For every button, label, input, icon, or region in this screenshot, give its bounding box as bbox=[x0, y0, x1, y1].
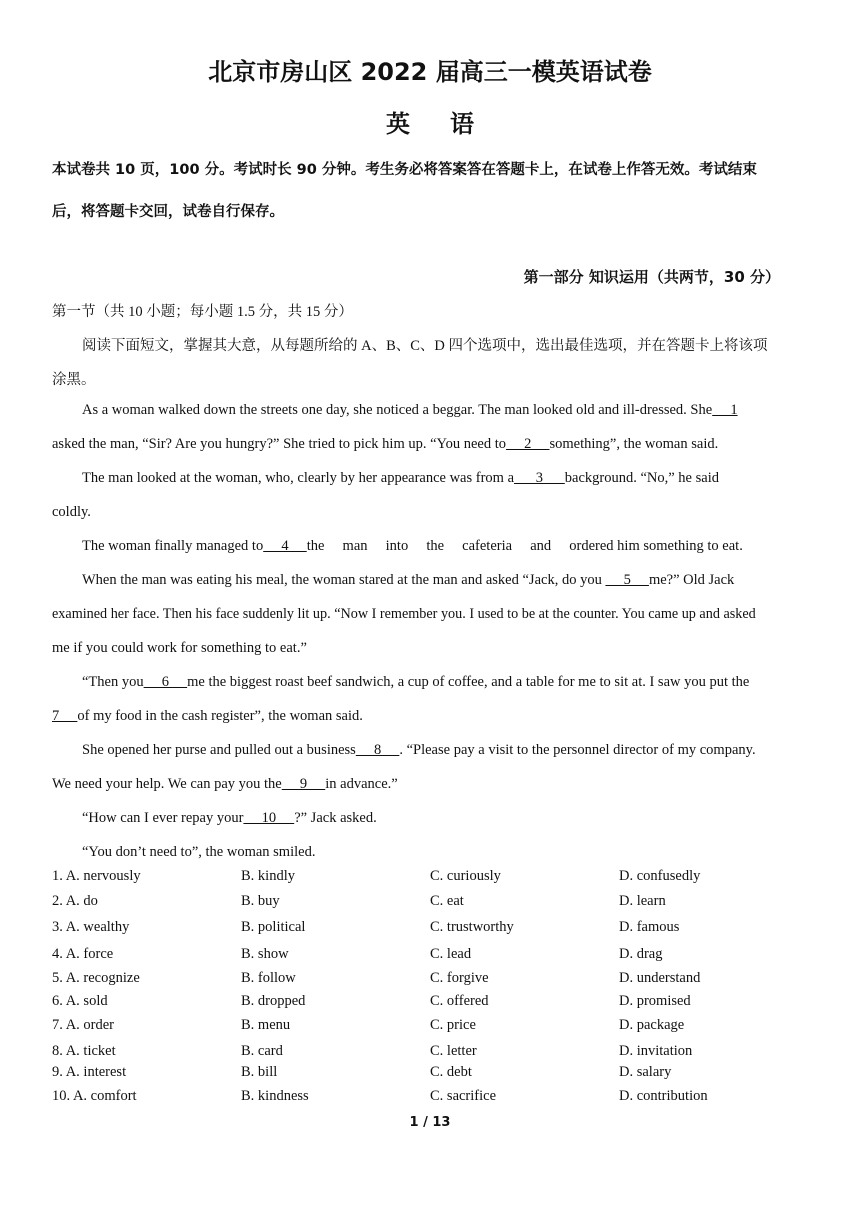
passage-text: When the man was eating his meal, the woman stared at the man and asked “Jack, do you bbox=[82, 572, 606, 588]
option-a: 2. A. do bbox=[52, 893, 98, 909]
passage-text: As a woman walked down the streets one day, she noticed a beggar. The man looked old and ill-dressed. She bbox=[82, 402, 713, 418]
passage-line-2 bbox=[52, 436, 812, 453]
passage-text: She opened her purse and pulled out a business bbox=[82, 742, 356, 758]
passage-text: “How can I ever repay your bbox=[82, 810, 244, 826]
subject-heading: 英语 bbox=[386, 110, 514, 138]
option-d: D. famous bbox=[619, 919, 680, 935]
option-d: D. salary bbox=[619, 1064, 672, 1080]
passage-line-3 bbox=[52, 470, 808, 487]
option-a: 4. A. force bbox=[52, 946, 114, 962]
passage-line-4: coldly. bbox=[52, 504, 91, 520]
passage-word: cafeteria bbox=[462, 538, 513, 554]
option-d: D. confusedly bbox=[619, 868, 701, 884]
option-b: B. kindly bbox=[241, 868, 295, 884]
passage-line-8: me if you could work for something to eat.” bbox=[52, 640, 307, 656]
passage-text: in advance.” bbox=[325, 776, 398, 792]
option-c: C. offered bbox=[430, 993, 489, 1009]
passage-text: of my food in the cash register”, the woman said. bbox=[77, 708, 363, 724]
option-c: C. curiously bbox=[430, 868, 501, 884]
option-a: 6. A. sold bbox=[52, 993, 108, 1009]
option-b: B. buy bbox=[241, 893, 280, 909]
passage-text: The man looked at the woman, who, clearly by her appearance was from a bbox=[82, 470, 515, 486]
option-c: C. trustworthy bbox=[430, 919, 514, 935]
passage-line-6 bbox=[52, 572, 842, 589]
passage-line-10 bbox=[52, 708, 812, 725]
passage-text: me the biggest roast beef sandwich, a cup of coffee, and a table for me to sit at. I saw you put the bbox=[187, 674, 750, 690]
passage-line-14: “You don’t need to”, the woman smiled. bbox=[82, 844, 316, 860]
option-b: B. political bbox=[241, 919, 306, 935]
passage-word: and bbox=[530, 538, 552, 554]
option-d: D. learn bbox=[619, 893, 666, 909]
passage-text: We need your help. We can pay you the bbox=[52, 776, 282, 792]
directions-line-1: 阅读下面短文，掌握其大意，从每题所给的 A、B、C、D 四个选项中，选出最佳选项，并在答题卡上将该项 bbox=[82, 338, 768, 354]
exam-title: 北京市房山区 2022 届高三一模英语试卷 bbox=[208, 58, 652, 86]
passage-text: ?” Jack asked. bbox=[294, 810, 377, 826]
passage-line-7: examined her face. Then his face suddenly lit up. “Now I remember you. I used to be at the counter. You came up and asked bbox=[52, 606, 756, 622]
option-b: B. show bbox=[241, 946, 289, 962]
blank-7: 7 bbox=[52, 708, 78, 724]
passage-line-13 bbox=[52, 810, 842, 827]
option-a: 9. A. interest bbox=[52, 1064, 127, 1080]
passage-line-5 bbox=[52, 538, 842, 555]
passage-word: the bbox=[306, 538, 325, 554]
option-a: 1. A. nervously bbox=[52, 868, 141, 884]
passage-text: . “Please pay a visit to the personnel director of my company. bbox=[399, 742, 756, 758]
option-b: B. follow bbox=[241, 970, 296, 986]
option-b: B. kindness bbox=[241, 1088, 309, 1104]
option-c: C. debt bbox=[430, 1064, 472, 1080]
option-c: C. forgive bbox=[430, 970, 489, 986]
passage-word: into bbox=[385, 538, 409, 554]
option-a: 10. A. comfort bbox=[52, 1088, 137, 1104]
instructions-line-2: 后，将答题卡交回，试卷自行保存。 bbox=[52, 204, 284, 220]
option-d: D. invitation bbox=[619, 1043, 693, 1059]
blank-6: 6 bbox=[143, 674, 188, 690]
passage-line-12 bbox=[52, 776, 812, 793]
passage-line-9 bbox=[52, 674, 842, 691]
blank-1: 1 bbox=[712, 402, 738, 418]
blank-5: 5 bbox=[605, 572, 649, 588]
blank-8: 8 bbox=[355, 742, 400, 758]
passage-line-1 bbox=[52, 402, 842, 419]
blank-10: 10 bbox=[243, 810, 295, 826]
option-d: D. contribution bbox=[619, 1088, 708, 1104]
option-b: B. bill bbox=[241, 1064, 278, 1080]
option-c: C. price bbox=[430, 1017, 476, 1033]
part1-heading: 第一部分 知识运用（共两节，30 分） bbox=[523, 268, 780, 286]
instructions-line-1: 本试卷共 10 页，100 分。考试时长 90 分钟。考生务必将答案答在答题卡上，在试卷上作答无效。考试结束 bbox=[52, 162, 757, 178]
passage-text: asked the man, “Sir? Are you hungry?” She tried to pick him up. “You need to bbox=[52, 436, 506, 452]
option-b: B. card bbox=[241, 1043, 283, 1059]
passage-text: ordered him something to eat. bbox=[569, 538, 743, 554]
option-c: C. sacrifice bbox=[430, 1088, 497, 1104]
passage-word: the bbox=[426, 538, 445, 554]
blank-9: 9 bbox=[281, 776, 326, 792]
option-c: C. eat bbox=[430, 893, 464, 909]
option-d: D. package bbox=[619, 1017, 685, 1033]
option-a: 5. A. recognize bbox=[52, 970, 140, 986]
option-d: D. drag bbox=[619, 946, 663, 962]
passage-text: “Then you bbox=[82, 674, 144, 690]
blank-3: 3 bbox=[514, 470, 565, 486]
option-a: 3. A. wealthy bbox=[52, 919, 130, 935]
blank-2: 2 bbox=[505, 436, 550, 452]
page-number: 1 / 13 bbox=[409, 1115, 451, 1130]
option-a: 8. A. ticket bbox=[52, 1043, 116, 1059]
option-d: D. understand bbox=[619, 970, 701, 986]
option-c: C. letter bbox=[430, 1043, 477, 1059]
passage-text: background. “No,” he said bbox=[564, 470, 719, 486]
blank-4: 4 bbox=[263, 538, 307, 554]
passage-text: The woman finally managed to bbox=[82, 538, 264, 554]
option-a: 7. A. order bbox=[52, 1017, 115, 1033]
option-c: C. lead bbox=[430, 946, 472, 962]
option-b: B. menu bbox=[241, 1017, 291, 1033]
section1-label: 第一节（共 10 小题；每小题 1.5 分，共 15 分） bbox=[52, 304, 353, 320]
directions-line-2: 涂黑。 bbox=[52, 372, 96, 388]
passage-text: me?” Old Jack bbox=[648, 572, 735, 588]
passage-text: something”, the woman said. bbox=[549, 436, 719, 452]
option-d: D. promised bbox=[619, 993, 691, 1009]
passage-word: man bbox=[342, 538, 368, 554]
passage-line-11 bbox=[52, 742, 842, 759]
option-b: B. dropped bbox=[241, 993, 306, 1009]
